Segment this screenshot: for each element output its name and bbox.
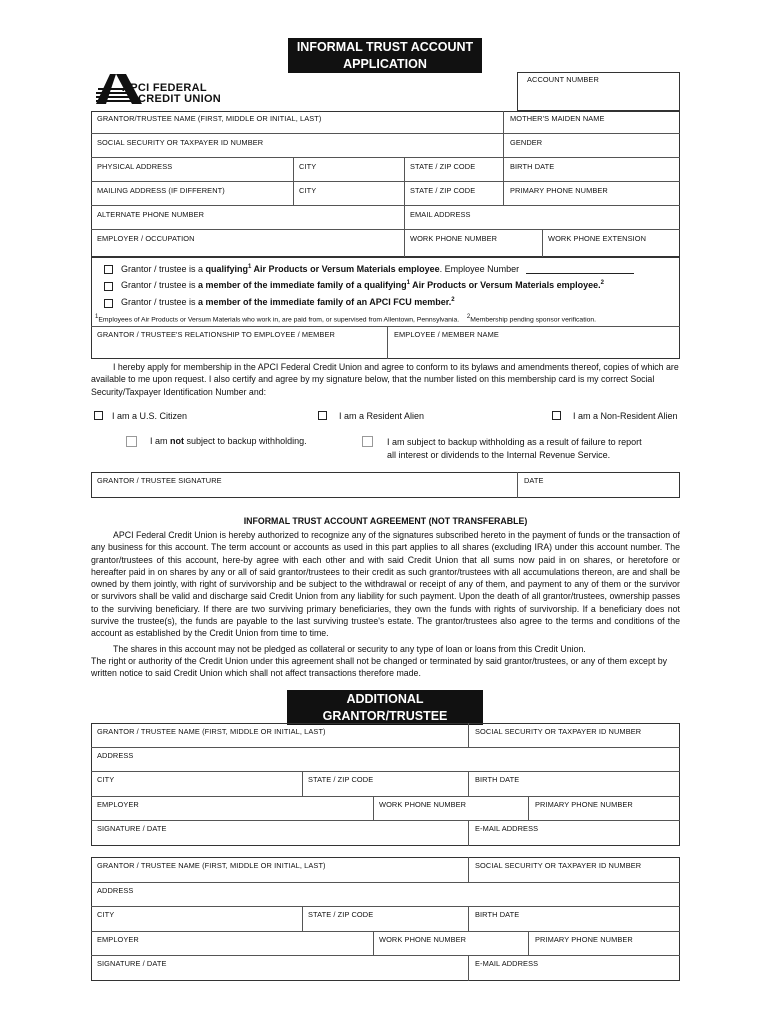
add1-work-phone-field[interactable]: WORK PHONE NUMBER [379,800,467,809]
agreement-heading: INFORMAL TRUST ACCOUNT AGREEMENT (NOT TRANSFERABLE) [243,516,528,526]
add1-primary-phone-field[interactable]: PRIMARY PHONE NUMBER [535,800,633,809]
grantor-signature-field[interactable]: GRANTOR / TRUSTEE SIGNATURE [97,476,222,485]
add2-state-zip-field[interactable]: STATE / ZIP CODE [308,910,374,919]
additional-title-line1: ADDITIONAL GRANTOR/TRUSTEE [322,692,448,723]
relationship-field[interactable]: GRANTOR / TRUSTEE'S RELATIONSHIP TO EMPLOYEE / MEMBER [97,330,335,339]
grantor-name-field[interactable]: GRANTOR/TRUSTEE NAME (FIRST, MIDDLE OR INITIAL, LAST) [97,114,322,123]
eligibility-employee-checkbox[interactable] [104,265,113,274]
eligibility-employee-option: Grantor / trustee is a qualifying$^1$ Air Products or Versum Materials employee. Employee Number [121,264,520,274]
employee-number-field[interactable] [526,273,634,274]
add2-address-field[interactable]: ADDRESS [97,886,134,895]
add2-employer-field[interactable]: EMPLOYER [97,935,139,944]
logo-text-line2: CREDIT UNION [138,93,222,105]
eligibility-member-family-checkbox[interactable] [104,299,113,308]
add2-ssn-field[interactable]: SOCIAL SECURITY OR TAXPAYER ID NUMBER [475,861,642,870]
eligibility-employee-family-option: Grantor / trustee is a member of the immediate family of a qualifying$^1$ Air Products or Versum Materials employee.$^2$ [121,280,605,290]
not-subject-withholding-checkbox[interactable] [126,436,137,447]
subject-withholding-label: I am subject to backup withholding as a result of failure to report all interest or dividends to the Internal Revenue Service. [387,437,642,460]
add2-signature-date-field[interactable]: SIGNATURE / DATE [97,959,167,968]
add2-work-phone-field[interactable]: WORK PHONE NUMBER [379,935,467,944]
logo-text-line1: APCI FEDERAL [122,82,207,94]
city-field[interactable]: CITY [299,162,317,171]
gender-field[interactable]: GENDER [510,138,543,147]
alternate-phone-field[interactable]: ALTERNATE PHONE NUMBER [97,210,205,219]
add2-email-field[interactable]: E-MAIL ADDRESS [475,959,539,968]
non-resident-alien-checkbox[interactable] [552,411,561,420]
eligibility-member-family-option: Grantor / trustee is a member of the immediate family of an APCI FCU member.$^2$ [121,297,455,307]
physical-address-field[interactable]: PHYSICAL ADDRESS [97,162,173,171]
resident-alien-checkbox[interactable] [318,411,327,420]
employer-occupation-field[interactable]: EMPLOYER / OCCUPATION [97,234,195,243]
employee-member-name-field[interactable]: EMPLOYEE / MEMBER NAME [394,330,499,339]
subject-withholding-checkbox[interactable] [362,436,373,447]
agreement-paragraph-3: The right or authority of the Credit Union under this agreement shall not be changed or terminated by said grantor/trustees, or any of them except by written notice to said Credit Union which shall not affect transactions therefore made. [91,656,668,679]
add1-birth-date-field[interactable]: BIRTH DATE [475,775,520,784]
mailing-address-field[interactable]: MAILING ADDRESS (IF DIFFERENT) [97,186,225,195]
non-resident-alien-label: I am a Non-Resident Alien [573,411,678,421]
agreement-paragraph-1: APCI Federal Credit Union is hereby authorized to recognize any of the signatures subscribed hereto in the payment of funds or the transaction of any business for this account. The term account or accounts as used in this part applies to all shares (excluding IRA) under this account number. The grantor/trustees of this account, here-by agree with each other and with said Credit Union that all sums now paid in on shares, or heretofore or hereafter paid in on shares by any or all of said grantor/trustees to their credit as such grantor/trustees with all accumulations thereon, are and shall be owned by them jointly, with right of survivorship and be subject to the withdrawal or receipt of any of them, and payment to any of them or the survivor or survivors shall be valid and discharge said Credit Union from any liability for such payment. Upon the death of all grantor/trustees, ownership passes to the surviving beneficiary. If there are two surviving primary beneficiaries, they own the funds with rights of survivorship. If a beneficiary does not survive the trustee(s), the funds are payable to the last surviving trustee's estate. The grantor/trustees also agree to the terms and conditions of the account as established by the Credit Union from time to time. [91,530,680,639]
add1-employer-field[interactable]: EMPLOYER [97,800,139,809]
mailing-city-field[interactable]: CITY [299,186,317,195]
form-title-line2: APPLICATION [343,57,427,71]
add2-primary-phone-field[interactable]: PRIMARY PHONE NUMBER [535,935,633,944]
additional-grantor-title [287,690,483,740]
not-subject-withholding-label: I am not subject to backup withholding. [150,436,307,446]
add1-ssn-field[interactable]: SOCIAL SECURITY OR TAXPAYER ID NUMBER [475,727,642,736]
add1-signature-date-field[interactable]: SIGNATURE / DATE [97,824,167,833]
work-phone-field[interactable]: WORK PHONE NUMBER [410,234,498,243]
add2-birth-date-field[interactable]: BIRTH DATE [475,910,520,919]
additional-title-line2: INFORMATION [341,726,429,740]
us-citizen-checkbox[interactable] [94,411,103,420]
email-field[interactable]: EMAIL ADDRESS [410,210,471,219]
add1-state-zip-field[interactable]: STATE / ZIP CODE [308,775,374,784]
add1-address-field[interactable]: ADDRESS [97,751,134,760]
add1-email-field[interactable]: E-MAIL ADDRESS [475,824,539,833]
work-phone-extension-field[interactable]: WORK PHONE EXTENSION [548,234,647,243]
add2-city-field[interactable]: CITY [97,910,115,919]
eligibility-employee-family-checkbox[interactable] [104,282,113,291]
form-title-line1: INFORMAL TRUST ACCOUNT [296,40,474,54]
primary-phone-field[interactable]: PRIMARY PHONE NUMBER [510,186,608,195]
resident-alien-label: I am a Resident Alien [339,411,425,421]
credit-union-logo [96,74,236,106]
signature-date-field[interactable]: DATE [524,476,544,485]
maiden-name-field[interactable]: MOTHER'S MAIDEN NAME [510,114,605,123]
certification-paragraph: I hereby apply for membership in the APCI Federal Credit Union and agree to conform to its bylaws and amendments thereof, copies of which are available to me upon request. I also certify and agree by my signature below, that the number listed on this membership card is my correct Social Security/Taxpayer Identification Number and: [91,362,679,397]
add1-name-field[interactable]: GRANTOR / TRUSTEE NAME (FIRST, MIDDLE OR INITIAL, LAST) [97,727,326,736]
additional-grantor-block-2 [91,857,680,981]
us-citizen-label: I am a U.S. Citizen [112,411,188,421]
additional-grantor-block-1 [91,723,680,846]
mailing-state-zip-field[interactable]: STATE / ZIP CODE [410,186,476,195]
agreement-paragraph-2: The shares in this account may not be pledged as collateral or security to any type of loan or loans from this Credit Union. [113,644,586,654]
add2-name-field[interactable]: GRANTOR / TRUSTEE NAME (FIRST, MIDDLE OR INITIAL, LAST) [97,861,326,870]
birth-date-field[interactable]: BIRTH DATE [510,162,555,171]
eligibility-footnotes: $^1$Employees of Air Products or Versum Materials who work in, are paid from, or supervised from Allentown, Pennsylvania. $^2$Membership pending sponsor verification. [95,314,597,324]
add1-city-field[interactable]: CITY [97,775,115,784]
form-title [288,38,482,73]
account-number-label: ACCOUNT NUMBER [527,75,599,84]
state-zip-field[interactable]: STATE / ZIP CODE [410,162,476,171]
ssn-field[interactable]: SOCIAL SECURITY OR TAXPAYER ID NUMBER [97,138,264,147]
